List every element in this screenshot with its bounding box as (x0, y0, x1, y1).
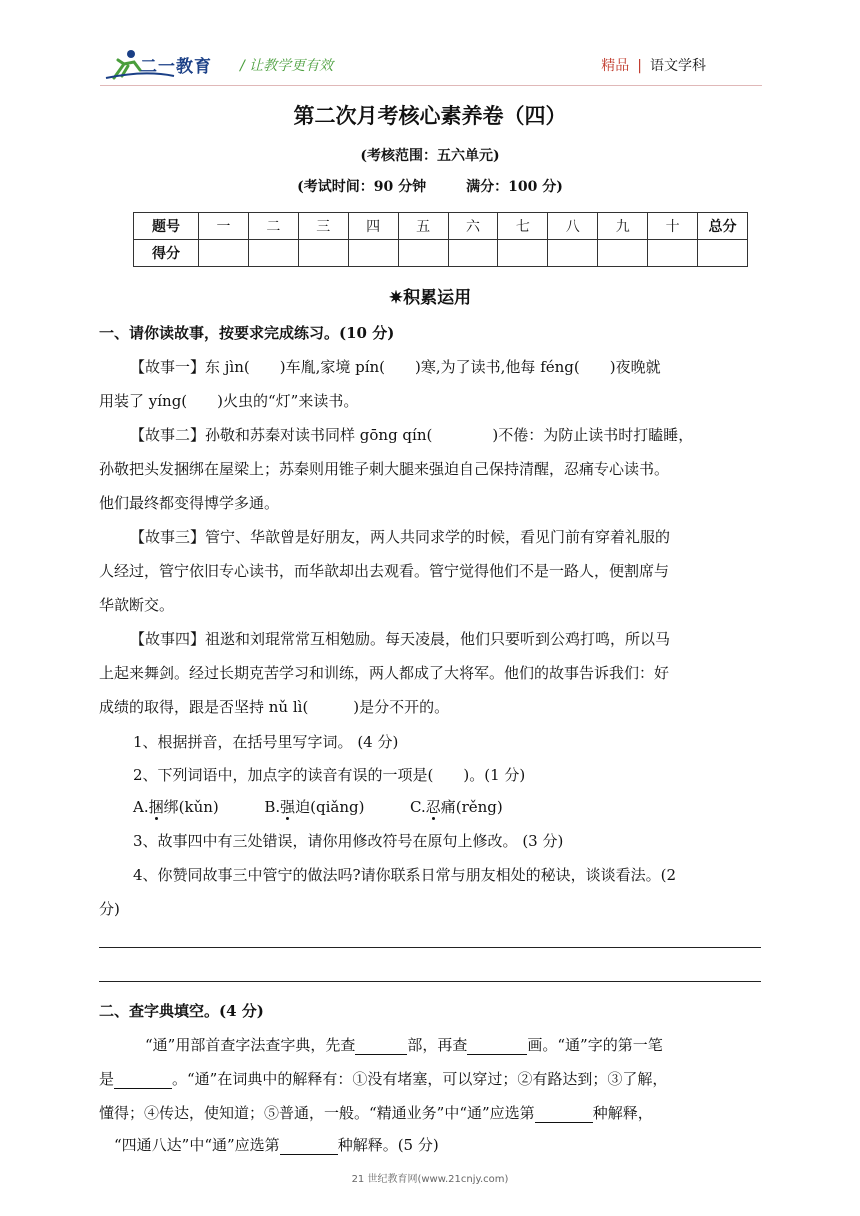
section-heading: ✷积累运用 (388, 288, 472, 308)
blank-meaning-2[interactable] (280, 1136, 338, 1155)
exam-time: (考试时间：90 分钟 (297, 179, 427, 195)
subquestion-3: 3、故事四中有三处错误，请你用修改符号在原句上修改。 (3 分) (133, 832, 564, 850)
header-divider (100, 85, 762, 86)
score-table-header-row (134, 213, 748, 240)
score-table-score-row (134, 240, 748, 267)
score-input-cell[interactable] (348, 240, 398, 267)
option-b[interactable]: B.强迫(qiǎng) (264, 798, 365, 816)
story-1-line-2: 用装了 yíng( )火虫的“灯”来读书。 (99, 392, 359, 410)
score-input-cell[interactable] (698, 240, 748, 267)
score-input-cell[interactable] (298, 240, 348, 267)
subquestion-4-cont: 分) (99, 900, 120, 918)
table-cell: 四 (348, 213, 398, 240)
score-input-cell[interactable] (199, 240, 249, 267)
table-cell: 六 (448, 213, 498, 240)
score-table (133, 212, 748, 267)
score-input-cell[interactable] (598, 240, 648, 267)
exam-scope: (考核范围：五六单元) (360, 148, 500, 164)
blank-meaning-1[interactable] (535, 1104, 593, 1123)
table-cell: 得分 (134, 240, 199, 267)
score-input-cell[interactable] (548, 240, 598, 267)
blank-radical[interactable] (355, 1036, 407, 1055)
score-input-cell[interactable] (248, 240, 298, 267)
story-4-line-2: 上起来舞剑。经过长期克苦学习和训练，两人都成了大将军。他们的故事告诉我们：好 (99, 664, 670, 682)
slogan: / 让教学更有效 (240, 58, 334, 74)
score-input-cell[interactable] (448, 240, 498, 267)
table-cell: 九 (598, 213, 648, 240)
story-2-line-1: 【故事二】孙敬和苏秦对读书同样 gōng qín( )不倦：为防止读书时打瞌睡， (130, 426, 694, 444)
subquestion-2: 2、下列词语中，加点字的读音有误的一项是( )。(1 分) (133, 766, 526, 784)
story-3-line-3: 华歆断交。 (99, 596, 175, 614)
blank-first-stroke[interactable] (114, 1070, 172, 1089)
table-cell: 五 (398, 213, 448, 240)
story-2-line-2: 孙敬把头发捆绑在屋梁上；苏秦则用锥子刺大腿来强迫自己保持清醒，忍痛专心读书。 (99, 460, 670, 478)
logo-text: 二一教育 (140, 57, 212, 77)
subject-badge: 精品 | 语文学科 (601, 58, 706, 74)
subquestion-1: 1、根据拼音，在括号里写字词。 (4 分) (133, 733, 399, 751)
table-cell: 总分 (698, 213, 748, 240)
table-cell: 一 (199, 213, 249, 240)
story-1-line-1: 【故事一】东 jìn( )车胤,家境 pín( )寒,为了读书,他每 féng( )夜晚就 (130, 358, 661, 376)
story-2-line-3: 他们最终都变得博学多通。 (99, 494, 280, 512)
premium-label: 精品 (601, 58, 630, 74)
score-input-cell[interactable] (498, 240, 548, 267)
subquestion-2-options (133, 796, 503, 817)
answer-line[interactable] (99, 947, 761, 948)
q2-line-2: 是 。“通”在词典中的解释有：①没有堵塞，可以穿过；②有路达到；③了解， (99, 1070, 668, 1088)
table-cell: 题号 (134, 213, 199, 240)
answer-line[interactable] (99, 981, 761, 982)
option-c[interactable]: C.忍痛(rěng) (410, 798, 503, 816)
q2-line-4: “四通八达”中“通”应选第 种解释。(5 分) (114, 1136, 439, 1154)
footer-source: 21 世纪教育网(www.21cnjy.com) (351, 1174, 509, 1185)
story-3-line-1: 【故事三】管宁、华歆曾是好朋友，两人共同求学的时候，看见门前有穿着礼服的 (130, 528, 671, 546)
blank-strokes[interactable] (467, 1036, 527, 1055)
full-score: 满分：100 分) (466, 179, 563, 195)
story-3-line-2: 人经过，管宁依旧专心读书，而华歆却出去观看。管宁觉得他们不是一路人，便割席与 (99, 562, 670, 580)
table-cell: 二 (248, 213, 298, 240)
subject-label: 语文学科 (650, 58, 706, 74)
question-2-heading: 二、查字典填空。(4 分) (99, 1002, 264, 1020)
exam-info (0, 176, 860, 196)
subquestion-4: 4、你赞同故事三中管宁的做法吗?请你联系日常与朋友相处的秘诀，谈谈看法。(2 (133, 866, 676, 884)
q2-line-1: “通”用部首查字法查字典，先查 部，再查 画。“通”字的第一笔 (145, 1036, 663, 1054)
q2-line-3: 懂得；④传达，使知道；⑤普通，一般。“精通业务”中“通”应选第 种解释， (99, 1104, 653, 1122)
table-cell: 八 (548, 213, 598, 240)
story-4-line-1: 【故事四】祖逖和刘琨常常互相勉励。每天凌晨，他们只要听到公鸡打鸣，所以马 (130, 630, 671, 648)
table-cell: 三 (298, 213, 348, 240)
page-title: 第二次月考核心素养卷（四） (293, 103, 567, 128)
score-input-cell[interactable] (648, 240, 698, 267)
table-cell: 七 (498, 213, 548, 240)
question-1-heading: 一、请你读故事，按要求完成练习。(10 分) (99, 324, 395, 342)
story-4-line-3: 成绩的取得，跟是否坚持 nǔ lì( )是分不开的。 (99, 698, 450, 716)
table-cell: 十 (648, 213, 698, 240)
option-a[interactable]: A.捆绑(kǔn) (133, 798, 219, 816)
score-input-cell[interactable] (398, 240, 448, 267)
